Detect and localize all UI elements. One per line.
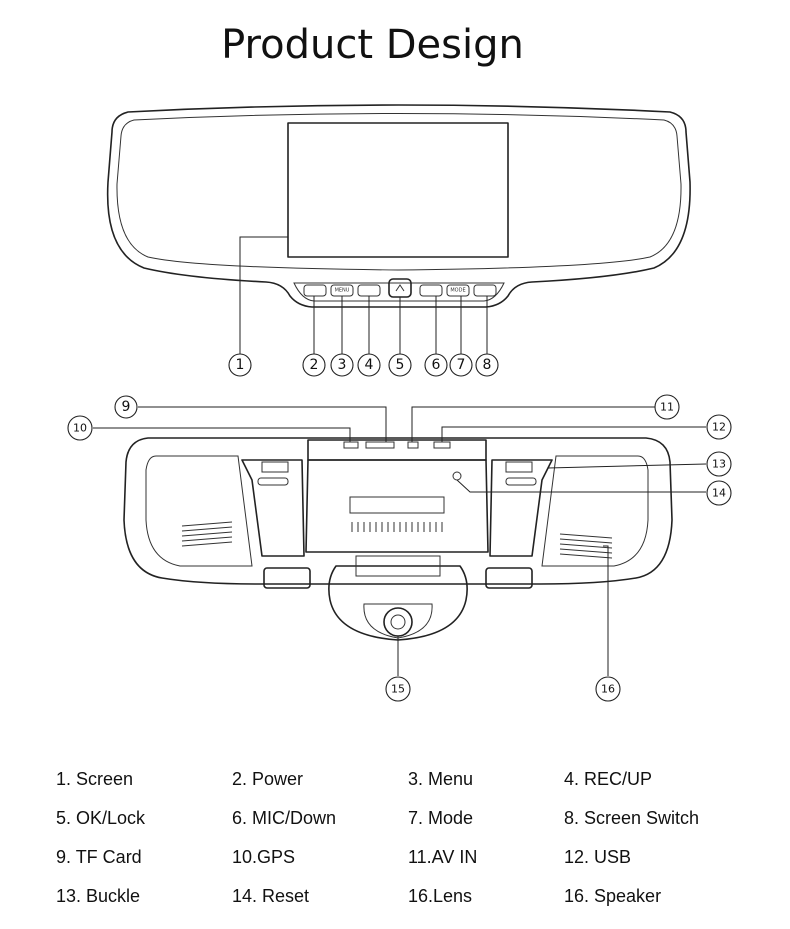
- vent-slots: [352, 522, 442, 532]
- mirror-outline: [108, 105, 690, 307]
- page-title: Product Design: [221, 22, 524, 68]
- power-button: [304, 285, 326, 296]
- legend-item: 6. MIC/Down: [232, 808, 337, 828]
- legend-item: 11.AV IN: [408, 847, 478, 867]
- top-port-strip: [308, 440, 486, 460]
- legend-item: 3. Menu: [408, 769, 474, 789]
- lock-icon: [396, 285, 404, 291]
- mic-down-button: [420, 285, 442, 296]
- callout-8: [476, 354, 498, 376]
- screen-panel: [288, 123, 508, 257]
- callout-label: 2: [309, 357, 319, 373]
- legend-item: 14. Reset: [232, 886, 310, 906]
- legend-item: 10.GPS: [232, 847, 296, 867]
- av-in-port: [408, 442, 418, 448]
- legend-item: 7. Mode: [408, 808, 474, 828]
- ok-lock-button: [389, 279, 411, 297]
- screen-switch-button: [474, 285, 496, 296]
- legend-item: 8. Screen Switch: [564, 808, 700, 828]
- legend-item: 13. Buckle: [56, 886, 141, 906]
- callout-14: [707, 481, 731, 505]
- legend-item: 2. Power: [232, 769, 304, 789]
- legend-row: [56, 799, 756, 838]
- callout-label: 11: [660, 400, 674, 414]
- left-speaker-grille: [182, 522, 232, 546]
- lens-frame: [364, 604, 432, 638]
- tf-card-slot: [366, 442, 394, 448]
- left-panel: [146, 456, 252, 566]
- callout-7: [450, 354, 472, 376]
- right-buckle: [490, 460, 552, 556]
- mirror-front-view: [108, 105, 690, 307]
- legend-item: 9. TF Card: [56, 847, 142, 867]
- mirror-inner-outline: [117, 114, 681, 271]
- callout-16: [596, 677, 620, 701]
- legend-row: [56, 838, 756, 877]
- callout-1: [229, 354, 251, 376]
- callout-2: [303, 354, 325, 376]
- callout-9: [115, 396, 137, 418]
- svg-text:MENU: MENU: [334, 287, 350, 294]
- callout-label: 3: [337, 357, 347, 373]
- callout-5: [389, 354, 411, 376]
- callout-label: 5: [395, 357, 405, 373]
- gps-port: [344, 442, 358, 448]
- callout-12: [707, 415, 731, 439]
- callout-label: 9: [121, 399, 131, 415]
- callout-11: [655, 395, 679, 419]
- callout-label: 7: [456, 357, 466, 373]
- callout-label: 14: [712, 486, 726, 500]
- callout-label: 6: [431, 357, 441, 373]
- callout-label: 13: [712, 457, 726, 471]
- right-panel: [542, 456, 648, 566]
- lens: [384, 608, 412, 636]
- svg-text:MODE: MODE: [450, 287, 466, 294]
- legend-item: 5. OK/Lock: [56, 808, 146, 828]
- callout-label: 12: [712, 420, 726, 434]
- legend-item: 16.Lens: [408, 886, 473, 906]
- callout-6: [425, 354, 447, 376]
- legend-row: [56, 877, 756, 916]
- lens-inner: [391, 615, 405, 629]
- callout-label: 1: [235, 357, 245, 373]
- reset-hole: [453, 472, 461, 480]
- left-clip: [264, 568, 310, 588]
- label-plate: [350, 497, 444, 513]
- legend-item: 12. USB: [564, 847, 632, 867]
- legend-item: 1. Screen: [56, 769, 134, 789]
- callout-label: 8: [482, 357, 492, 373]
- rec-up-button: [358, 285, 380, 296]
- callout-label: 15: [391, 682, 405, 696]
- legend-item: 4. REC/UP: [564, 769, 653, 789]
- left-buckle: [242, 460, 304, 556]
- mirror-rear-view: [124, 438, 672, 640]
- callout-10: [68, 416, 92, 440]
- callout-13: [707, 452, 731, 476]
- callout-15: [386, 677, 410, 701]
- parts-legend: [56, 760, 756, 916]
- callout-label: 16: [601, 682, 615, 696]
- callout-label: 10: [73, 421, 87, 435]
- callout-3: [331, 354, 353, 376]
- right-clip: [486, 568, 532, 588]
- usb-port: [434, 442, 450, 448]
- callout-label: 4: [364, 357, 374, 373]
- legend-row: [56, 760, 756, 799]
- legend-item: 16. Speaker: [564, 886, 662, 906]
- callout-4: [358, 354, 380, 376]
